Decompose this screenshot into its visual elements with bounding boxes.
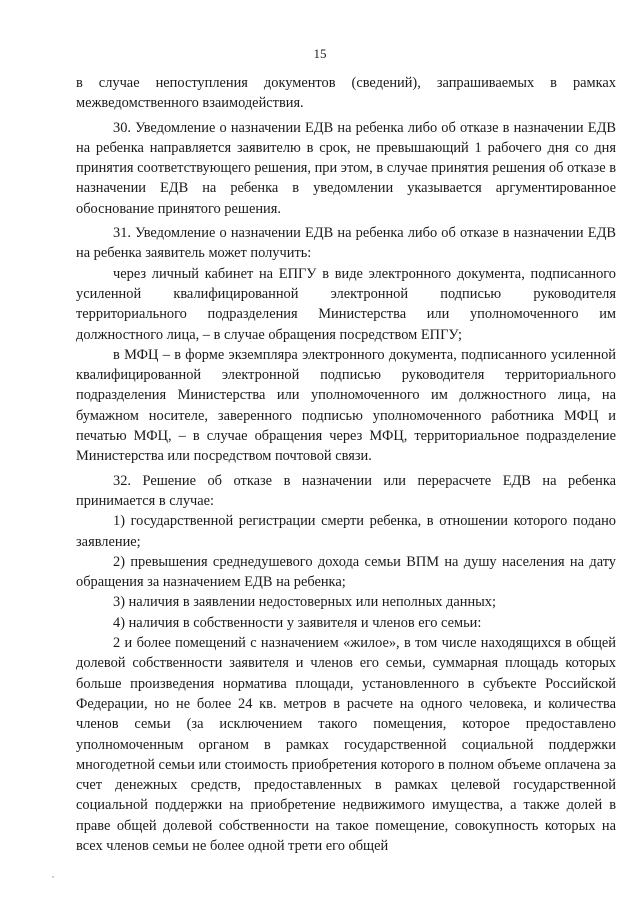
paragraph-31-epgu: через личный кабинет на ЕПГУ в виде электронного документа, подписанного усиленной квалифицированной электронной подписью руководителя территориального подразделения Министерства или уполномоченного им должностного лица, – в случае обращения посредством ЕПГУ;: [76, 265, 616, 343]
paragraph-32-item-1: 1) государственной регистрации смерти ребенка, в отношении которого подано заявление;: [76, 513, 616, 550]
paragraph-32-item-4: 4) наличия в собственности у заявителя и членов его семьи:: [113, 614, 482, 631]
paragraph-31: 31. Уведомление о назначении ЕДВ на ребенка либо об отказе в назначении ЕДВ на ребенка заявитель может получить:: [76, 225, 616, 262]
paragraph-31-mfc: в МФЦ – в форме экземпляра электронного документа, подписанного усиленной квалифицированной электронной подписью руководителя территориального подразделения Министерства или уполномоченного им должностного лица, на бумажном носителе, заверенного подписью уполномоченного работника МФЦ и печатью МФЦ, – в случае обращения через МФЦ, территориальное подразделение Министерства или посредством почтовой связи.: [76, 346, 616, 465]
paragraph-32-item-2: 2) превышения среднедушевого дохода семьи ВПМ на душу населения на дату обращения за назначением ЕДВ на ребенка;: [76, 553, 616, 591]
paragraph-continuation: в случае непоступления документов (сведений), запрашиваемых в рамках межведомственного взаимодействия.: [76, 75, 616, 112]
paragraph-32: 32. Решение об отказе в назначении или перерасчете ЕДВ на ребенка принимается в случае:: [76, 472, 616, 509]
paragraph-30: 30. Уведомление о назначении ЕДВ на ребенка либо об отказе в назначении ЕДВ на ребенка направляется заявителю в срок, не превышающий 1 рабочего дня со дня принятия соответствующего решения, при этом, в случае принятия решения об отказе в назначении ЕДВ на ребенка в уведомлении указывается аргументированное обоснование принятого решения.: [76, 119, 616, 217]
paragraph-32-item-4-premises: 2 и более помещений с назначением «жилое», в том числе находящихся в общей долевой собственности заявителя и членов его семьи, суммарная площадь которых больше произведения норматива площади, установленного в субъекте Российской Федерации, но не более 24 кв. метров в расчете на одного человека, и количества членов семьи (за исключением такого помещения, которое предоставлено уполномоченным органом в рамках государственной социальной поддержки многодетной семьи или стоимость приобретения которого в полном объеме оплачена за счет денежных средств, предоставленных в рамках целевой государственной социальной поддержки на приобретение недвижимого имущества, а также долей в праве общей долевой собственности на такое помещение, совокупность которых на всех членов семьи не более одной трети его общей: [76, 635, 616, 854]
page-number: 15: [313, 46, 327, 61]
scan-speck: [52, 876, 54, 878]
paragraph-32-item-3: 3) наличия в заявлении недостоверных или неполных данных;: [113, 594, 497, 611]
document-body: [76, 73, 616, 856]
